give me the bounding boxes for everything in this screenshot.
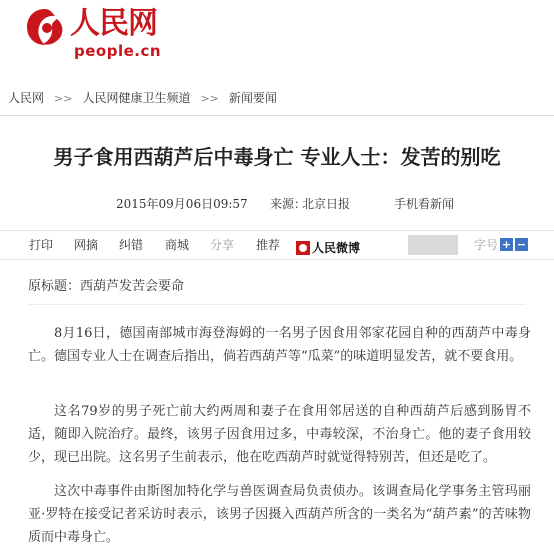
print-button[interactable]: 打印 (29, 238, 54, 252)
weibo-button[interactable] (296, 237, 360, 255)
article-title: 男子食用西葫芦后中毒身亡 专业人士：发苦的别吃 (53, 145, 501, 169)
logo-domain-text: people.cn (74, 42, 162, 60)
font-decrease-button[interactable]: − (516, 238, 527, 251)
breadcrumb-separator: >> (54, 92, 73, 105)
source-label: 来源： (270, 197, 307, 211)
weibo-label: 人民微博 (312, 241, 361, 255)
breadcrumb-news-link[interactable]: 新闻要闻 (228, 91, 277, 105)
font-increase-button[interactable]: + (501, 238, 512, 251)
article-paragraph: 这次中毒事件由斯图加特化学与兽医调查局负责侦办。该调查局化学事务主管玛丽亚·罗特在接受记者采访时表示，该男子因摄入西葫芦所含的一类名为“葫芦素”的苦味物质而中毒身亡。 (28, 484, 531, 545)
recommend-button[interactable]: 推荐 (256, 238, 281, 252)
article-paragraph: 这名79岁的男子死亡前大约两周和妻子在食用邻居送的自种西葫芦后感到肠胃不适，随即入院治疗。最终，该男子因食用过多，中毒较深，不治身亡。他的妻子食用较少，现已出院。这名男子生前表示，他在吃西葫芦时就觉得特别苦，但还是吃了。 (28, 404, 531, 465)
logo-chinese-text: 人民网 (70, 6, 157, 41)
source-link[interactable]: 北京日报 (302, 197, 351, 211)
correction-button[interactable]: 纠错 (119, 238, 144, 252)
people-daily-swirl-icon (24, 6, 66, 48)
people-logo[interactable] (24, 4, 164, 64)
header-divider (0, 115, 554, 116)
breadcrumb-health-channel-link[interactable]: 人民网健康卫生频道 (82, 91, 191, 105)
share-widget-placeholder[interactable] (408, 235, 458, 255)
bookmark-button[interactable]: 网摘 (74, 238, 99, 252)
breadcrumb-separator: >> (200, 92, 219, 105)
article-paragraph: 8月16日，德国南部城市海登海姆的一名男子因食用邻家花园自种的西葫芦中毒身亡。德国专业人士在调查后指出，倘若西葫芦等“瓜菜”的味道明显发苦，就不要食用。 (28, 326, 531, 364)
original-title: 原标题：西葫芦发苦会要命 (28, 279, 185, 294)
weibo-icon (296, 241, 310, 255)
breadcrumb (8, 89, 277, 108)
mall-button[interactable]: 商城 (165, 238, 190, 252)
content-divider (28, 304, 526, 305)
publish-date: 2015年09月06日09:57 (116, 197, 248, 211)
mobile-news-link[interactable]: 手机看新闻 (394, 197, 455, 211)
breadcrumb-home-link[interactable]: 人民网 (8, 91, 45, 105)
share-button[interactable]: 分享 (210, 238, 235, 252)
article-toolbar (0, 230, 554, 260)
font-size-label: 字号 (474, 238, 499, 252)
